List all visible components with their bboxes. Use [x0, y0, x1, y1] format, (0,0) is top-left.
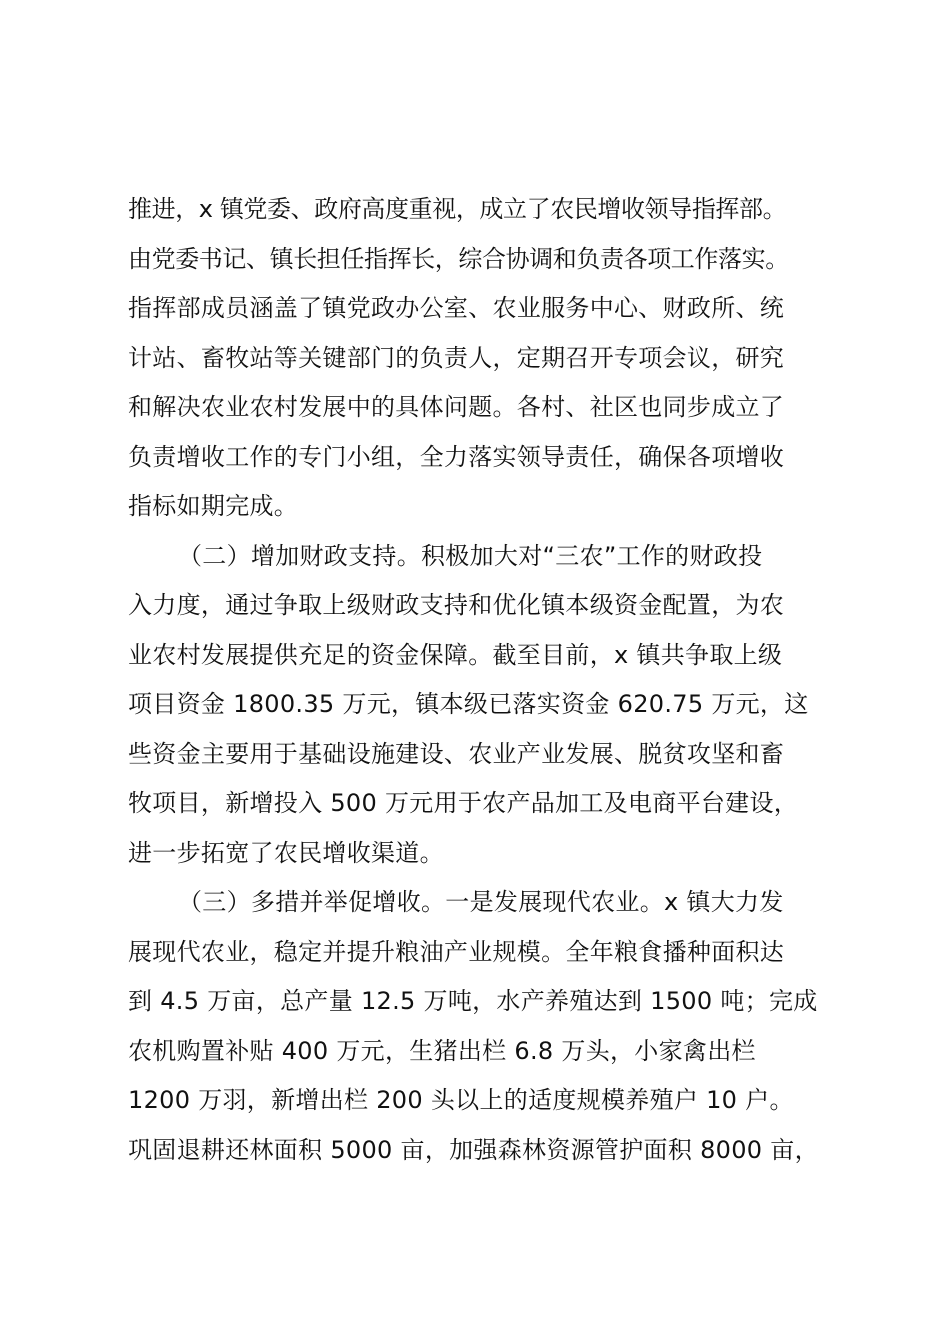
text-line-2: 由党委书记、镇长担任指挥长，综合协调和负责各项工作落实。	[128, 244, 789, 273]
text-line-5: 和解决农业农村发展中的具体问题。各村、社区也同步成立了	[128, 393, 785, 421]
text-line-3: 指挥部成员涵盖了镇党政办公室、农业服务中心、财政所、统	[128, 294, 785, 322]
body-text	[128, 185, 854, 1175]
text-line-18: 农机购置补贴 400 万元，生猪出栏 6.8 万头，小家禽出栏	[128, 1036, 756, 1065]
text-line-9: 入力度，通过争取上级财政支持和优化镇本级资金配置，为农	[128, 591, 785, 619]
text-line-6: 负责增收工作的专门小组，全力落实领导责任，确保各项增收	[128, 442, 785, 471]
text-line-13: 牧项目，新增投入 500 万元用于农产品加工及电商平台建设，	[128, 789, 799, 817]
text-line-16: 展现代农业，稳定并提升粮油产业规模。全年粮食播种面积达	[128, 937, 785, 966]
text-line-10: 业农村发展提供充足的资金保障。截至目前，x 镇共争取上级	[128, 640, 783, 669]
text-line-15-section-heading: （三）多措并举促增收。一是发展现代农业。x 镇大力发	[178, 888, 784, 916]
text-line-1: 推进，x 镇党委、政府高度重视，成立了农民增收领导指挥部。	[128, 195, 787, 223]
text-line-4: 计站、畜牧站等关键部门的负责人，定期召开专项会议，研究	[128, 343, 785, 372]
text-line-19: 1200 万羽，新增出栏 200 头以上的适度规模养殖户 10 户。	[128, 1086, 794, 1114]
text-line-17: 到 4.5 万亩，总产量 12.5 万吨，水产养殖达到 1500 吨；完成	[128, 987, 818, 1015]
text-line-12: 些资金主要用于基础设施建设、农业产业发展、脱贫攻坚和畜	[128, 739, 785, 768]
text-line-7: 指标如期完成。	[128, 492, 299, 520]
text-line-11: 项目资金 1800.35 万元，镇本级已落实资金 620.75 万元，这	[128, 690, 809, 718]
text-line-20: 巩固退耕还林面积 5000 亩，加强森林资源管护面积 8000 亩，	[128, 1135, 819, 1164]
text-line-14: 进一步拓宽了农民增收渠道。	[128, 838, 444, 867]
text-line-8-section-heading: （二）增加财政支持。积极加大对“三农”工作的财政投	[178, 541, 763, 570]
